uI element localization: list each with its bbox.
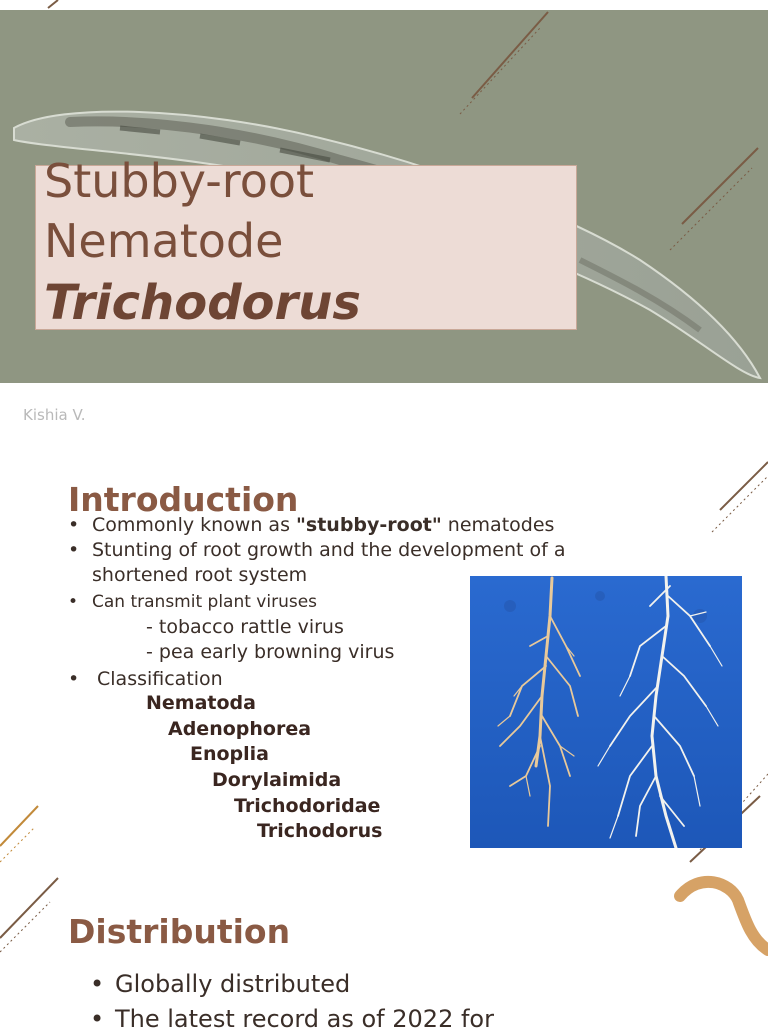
title-line-3: Trichodorus <box>44 275 361 331</box>
bullet-dot: • <box>68 539 80 561</box>
bullet-dot: • <box>90 970 105 998</box>
bullet-stunting: • Stunting of root growth and the development of a <box>68 539 566 561</box>
class-order: Dorylaimida <box>212 769 342 791</box>
class-genus: Trichodorus <box>257 820 383 842</box>
bullet-dot: • <box>68 668 80 690</box>
bullet-dot: • <box>90 1005 105 1033</box>
root-comparison-photo <box>470 576 742 848</box>
bullet-dot: • <box>68 592 79 612</box>
bullet-stunting-cont: shortened root system <box>92 564 308 586</box>
virus-tobacco-rattle: - tobacco rattle virus <box>146 616 344 638</box>
class-phylum: Nematoda <box>146 692 256 714</box>
class-family: Trichodoridae <box>234 795 381 817</box>
distribution-heading: Distribution <box>68 912 291 951</box>
bullet-classification: • Classification <box>68 668 223 690</box>
bullet-global: • Globally distributed <box>90 970 351 998</box>
virus-pea-early-browning: - pea early browning virus <box>146 641 395 663</box>
author-name: Kishia V. <box>23 406 86 424</box>
introduction-heading: Introduction <box>68 480 299 519</box>
class-class: Adenophorea <box>168 718 312 740</box>
title-line-2: Nematode <box>44 214 284 268</box>
title-line-1: Stubby-root <box>44 154 315 208</box>
class-subclass: Enoplia <box>190 743 270 765</box>
bullet-common-name: • Commonly known as "stubby-root" nematodes <box>68 514 555 536</box>
bullet-dot: • <box>68 514 80 536</box>
bullet-viruses: • Can transmit plant viruses <box>68 590 317 615</box>
bullet-latest-record: • The latest record as of 2022 for <box>90 1005 494 1033</box>
